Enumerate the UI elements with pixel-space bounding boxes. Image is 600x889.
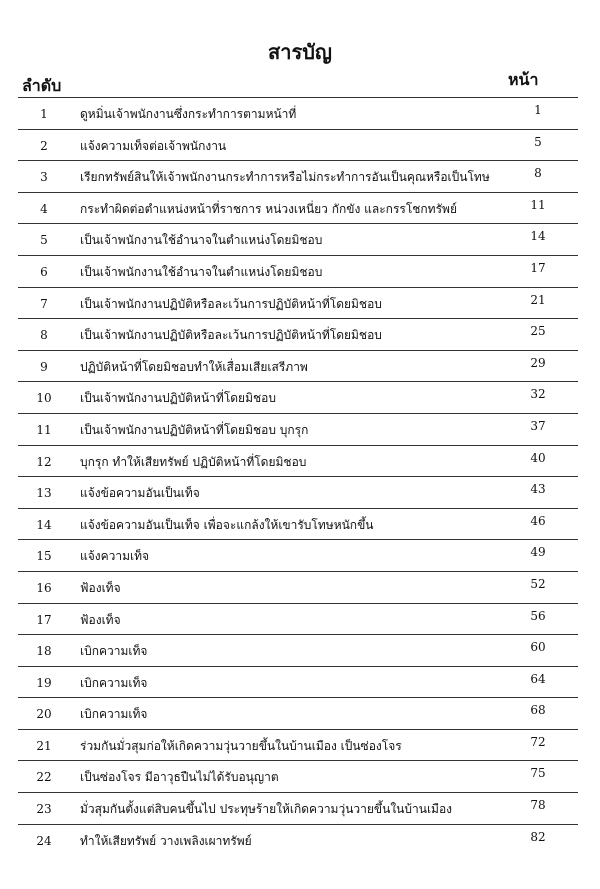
entry-number: 15 — [36, 549, 52, 564]
entry-number: 17 — [36, 612, 52, 627]
entry-title: ทำให้เสียทรัพย์ วางเพลิงเผาทรัพย์ — [80, 833, 252, 848]
entry-page-number: 72 — [530, 734, 546, 749]
entry-number: 24 — [36, 833, 52, 848]
entry-number: 18 — [36, 644, 52, 659]
entry-title: ฟ้องเท็จ — [80, 580, 121, 595]
toc-entry — [18, 508, 578, 540]
toc-entry — [18, 223, 578, 255]
entry-page-number: 40 — [530, 450, 546, 465]
entry-title: แจ้งความเท็จ — [80, 549, 150, 564]
entry-number: 23 — [36, 802, 52, 817]
entry-page-number: 75 — [530, 766, 546, 781]
entry-number: 3 — [40, 170, 48, 185]
entry-number: 16 — [36, 580, 52, 595]
entry-number: 8 — [40, 328, 48, 343]
entry-title: เป็นเจ้าพนักงานปฏิบัติหรือละเว้นการปฏิบัติหน้าที่โดยมิชอบ — [80, 296, 382, 311]
entry-title: ดูหมิ่นเจ้าพนักงานซึ่งกระทำการตามหน้าที่ — [80, 107, 297, 121]
entry-number: 22 — [36, 770, 52, 785]
toc-entry — [18, 634, 578, 666]
entry-title: เป็นเจ้าพนักงานปฏิบัติหรือละเว้นการปฏิบัติหน้าที่โดยมิชอบ — [80, 328, 382, 343]
entry-title: เบิกความเท็จ — [80, 675, 148, 690]
entry-title: แจ้งความเท็จต่อเจ้าพนักงาน — [80, 138, 227, 153]
entry-title: ร่วมกันมั่วสุมก่อให้เกิดความวุ่นวายขึ้นในบ้านเมือง เป็นซ่องโจร — [80, 738, 402, 753]
page-title: สารบัญ — [268, 40, 332, 64]
entry-number: 13 — [36, 486, 52, 501]
entry-title: เบิกความเท็จ — [80, 644, 148, 659]
toc-entry — [18, 287, 578, 319]
toc-entry — [18, 350, 578, 382]
entry-number: 19 — [36, 675, 52, 690]
entry-page-number: 1 — [534, 103, 542, 117]
entry-title: ปฏิบัติหน้าที่โดยมิชอบทำให้เสื่อมเสียเสรีภาพ — [80, 359, 308, 374]
entry-title: เป็นซ่องโจร มีอาวุธปืนไม่ได้รับอนุญาต — [80, 770, 279, 785]
toc-entry — [18, 476, 578, 508]
toc-entry — [18, 729, 578, 761]
entry-number: 6 — [40, 264, 48, 279]
toc-entry — [18, 603, 578, 635]
entry-title: บุกรุก ทำให้เสียทรัพย์ ปฏิบัติหน้าที่โดยมิชอบ — [80, 454, 307, 469]
entry-page-number: 29 — [530, 355, 546, 370]
entry-page-number: 56 — [530, 608, 546, 623]
entry-title: เป็นเจ้าพนักงานใช้อำนาจในตำแหน่งโดยมิชอบ — [80, 233, 323, 248]
toc-entry — [18, 539, 578, 571]
toc-entry — [18, 318, 578, 350]
entry-page-number: 5 — [534, 134, 542, 149]
entry-number: 20 — [36, 707, 52, 722]
entry-title: กระทำผิดต่อตำแหน่งหน้าที่ราชการ หน่วงเหนี่ยว กักขัง และกรรโชกทรัพย์ — [80, 201, 457, 216]
entry-page-number: 11 — [530, 197, 546, 212]
entry-page-number: 46 — [530, 513, 546, 528]
table-of-contents — [18, 97, 578, 855]
entry-number: 9 — [40, 359, 48, 374]
toc-entry — [18, 192, 578, 224]
entry-page-number: 17 — [530, 260, 546, 275]
entry-title: เรียกทรัพย์สินให้เจ้าพนักงานกระทำการหรือไม่กระทำการอันเป็นคุณหรือเป็นโทษ — [80, 170, 490, 185]
toc-entry — [18, 160, 578, 192]
page-column-header: หน้า — [508, 70, 539, 89]
entry-number: 14 — [36, 517, 52, 532]
toc-entry — [18, 571, 578, 603]
entry-page-number: 32 — [530, 387, 546, 402]
entry-number: 12 — [36, 454, 52, 469]
entry-number: 7 — [40, 296, 48, 311]
entry-page-number: 25 — [530, 324, 546, 339]
toc-entry — [18, 129, 578, 161]
entry-title: แจ้งข้อความอันเป็นเท็จ — [80, 486, 200, 501]
entry-page-number: 64 — [530, 671, 546, 686]
entry-title: แจ้งข้อความอันเป็นเท็จ เพื่อจะแกล้งให้เขารับโทษหนักขึ้น — [80, 517, 374, 532]
toc-entry — [18, 792, 578, 824]
entry-title: มั่วสุมกันตั้งแต่สิบคนขึ้นไป ประทุษร้ายให้เกิดความวุ่นวายขึ้นในบ้านเมือง — [80, 802, 453, 817]
order-column-header: ลำดับ — [22, 76, 62, 95]
entry-page-number: 78 — [530, 798, 546, 813]
entry-number: 2 — [40, 138, 48, 153]
entry-page-number: 49 — [530, 545, 546, 560]
toc-entry — [18, 666, 578, 698]
entry-number: 10 — [36, 391, 52, 406]
entry-page-number: 14 — [530, 229, 546, 244]
entry-page-number: 82 — [530, 829, 546, 844]
entry-page-number: 21 — [530, 292, 546, 307]
toc-entry — [18, 255, 578, 287]
entry-page-number: 52 — [530, 576, 546, 591]
entry-title: เบิกความเท็จ — [80, 707, 148, 722]
entry-number: 5 — [40, 233, 48, 248]
toc-entry — [18, 413, 578, 445]
entry-title: เป็นเจ้าพนักงานปฏิบัติหน้าที่โดยมิชอบ บุกรุก — [80, 422, 309, 437]
toc-entry — [18, 445, 578, 477]
toc-entry — [18, 381, 578, 413]
toc-entry — [18, 824, 578, 856]
entry-number: 11 — [36, 422, 52, 437]
toc-entry — [18, 760, 578, 792]
entry-page-number: 68 — [530, 703, 546, 718]
entry-page-number: 37 — [530, 418, 546, 433]
entry-number: 4 — [40, 201, 48, 216]
toc-entry — [18, 697, 578, 729]
entry-title: เป็นเจ้าพนักงานปฏิบัติหน้าที่โดยมิชอบ — [80, 391, 276, 406]
entry-number: 1 — [40, 107, 48, 121]
entry-number: 21 — [36, 738, 52, 753]
entry-page-number: 43 — [530, 482, 546, 497]
entry-title: ฟ้องเท็จ — [80, 612, 121, 627]
entry-title: เป็นเจ้าพนักงานใช้อำนาจในตำแหน่งโดยมิชอบ — [80, 264, 323, 279]
entry-page-number: 8 — [534, 166, 542, 181]
toc-entry — [18, 97, 578, 129]
entry-page-number: 60 — [530, 640, 546, 655]
